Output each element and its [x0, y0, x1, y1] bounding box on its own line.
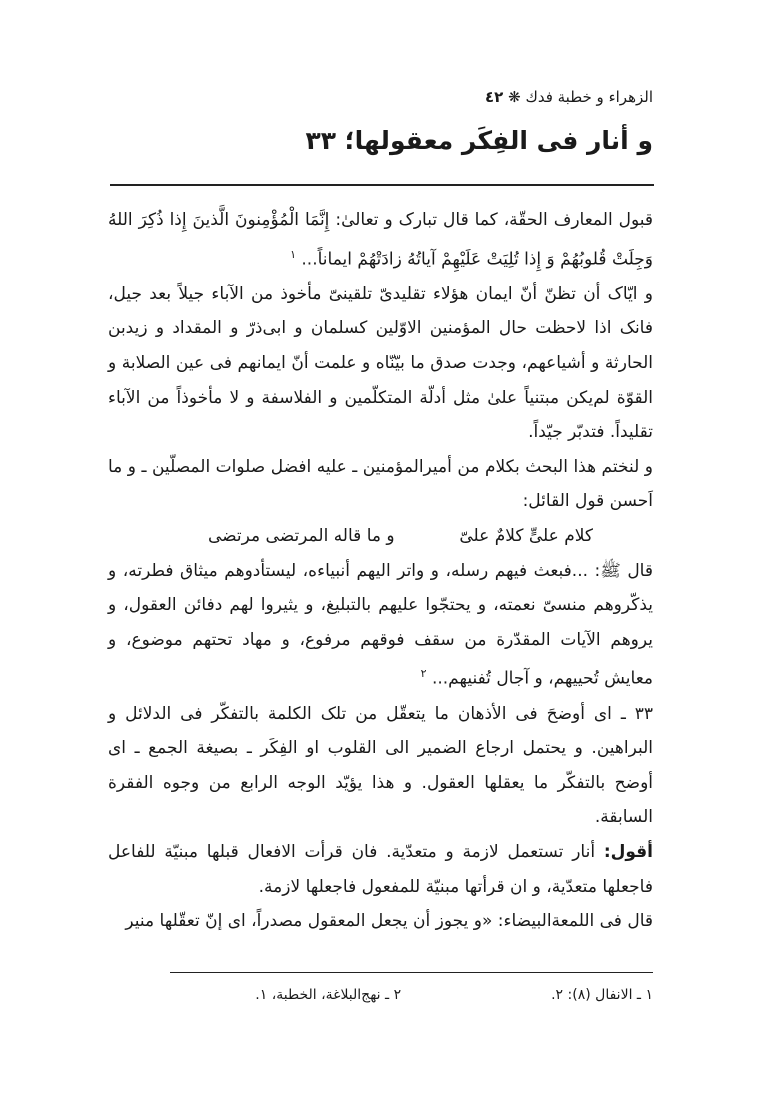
footnote-ref-1: ١ — [290, 247, 296, 261]
aqul-label: أقول: — [603, 842, 653, 862]
running-title: الزهراء و خطبة فدك — [525, 88, 653, 106]
page-number: ٤٢ — [485, 88, 504, 106]
paragraph-quran-citation: قبول المعارف الحقّة، کما قال تبارک و تعالیٰ: إِنَّمَا الْمُؤْمِنونَ الَّذینَ إِذا ذُکِرَ اللهُ وَجِلَتْ قُلوبُهُمْ وَ إِذا تُلِیَتْ عَلَیْهِمْ آیاتُهُ زادَتْهُمْ ایماناً... $^١$ — [108, 210, 653, 270]
footnote-2: ٢ ـ نهج‌البلاغة، الخطبة، ١. — [255, 987, 402, 1003]
paragraph-sermon-quote: قال ﷺ: ...فبعث فیهم رسله، و واتر الیهم أنبیاءه، لیستأدوهم میثاق فطرته، و یذکّروهم منسیّ نعمته، و یحتجّوا علیهم بالتبلیغ، و یثیروا لهم دفائن العقول، و یروهم الآیات المقدّرة من سقف فوقهم مرفوع، و مهاد تحتهم موضوع، و معایش تُحییهم، و آجال تُفنیهم... $^٢$ — [108, 560, 653, 690]
footnote-1: ١ ـ الانفال (٨): ٢. — [551, 987, 653, 1003]
footnote-divider — [170, 972, 653, 973]
section-heading: و أنار فی الفِکَر معقولها؛ ٣٣ — [305, 126, 653, 155]
poem-hemistich-right: کلام علیٍّ کلامٌ علیّ — [459, 526, 593, 546]
paragraph-note-33: ٣٣ ـ ای أوضحَ فی الأذهان ما یتعقّل من تلک الکلمة بالتفکّر فی الدلائل و البراهین. و یحتمل ارجاع الضمیر الی القلوب او الفِکَر ـ بصیغة الجمع ـ ای أوضح بالتفکّر ما یعقلها العقول. و هذا یؤیّد الوجه الرابع من وجوه الفقرة السابقة. — [108, 703, 653, 828]
paragraph-faith-argument: و ایّاک أن تظنّ أنّ ایمان هؤلاء تقلیدیّ تلقینیّ مأخوذ من الآباء جیلاً بعد جیل، فانک اذا لاحظت حال المؤمنین الاوّلین کسلمان و ابی‌ذرّ و المقداد و زیدبن الحارثة و أشیاعهم، وجدت صدق ما بیّنّاه و علمت أنّ ایمانهم فی عین الصلابة و القوّة لم‌یکن مبتنیاً علیٰ مثل أدلّة المتکلّمین و الفلاسفة و لا مأخوذاً من الآباء تقلیداً. فتدبّر جیّداً. — [108, 283, 653, 443]
poem-verse — [108, 519, 653, 554]
footnotes — [108, 987, 653, 1003]
heading-divider — [110, 184, 654, 186]
ornament-separator-icon: ❋ — [508, 88, 521, 106]
body-text — [108, 203, 653, 939]
paragraph-aqul: أقول: أنار تستعمل لازمة و متعدّیة. فان قرأت الافعال قبلها مبنیّة للفاعل فاجعلها متعدّیة، و ان قرأتها مبنیّة للمفعول فاجعلها لازمة. — [108, 842, 653, 897]
paragraph-lumaa-quote: قال فی اللمعةالبیضاء: «و یجوز أن یجعل المعقول مصدراً، ای إنّ تعقّلها منیر — [125, 911, 653, 932]
paragraph-closing-intro: و لنختم هذا البحث بکلام من أمیرالمؤمنین ـ علیه افضل صلوات المصلّین ـ و ما اَحسن قول القائل: — [108, 456, 653, 512]
poem-hemistich-left: و ما قاله المرتضی مرتضی — [208, 526, 395, 546]
footnote-ref-2: ٢ — [420, 667, 427, 681]
running-head — [113, 88, 653, 106]
